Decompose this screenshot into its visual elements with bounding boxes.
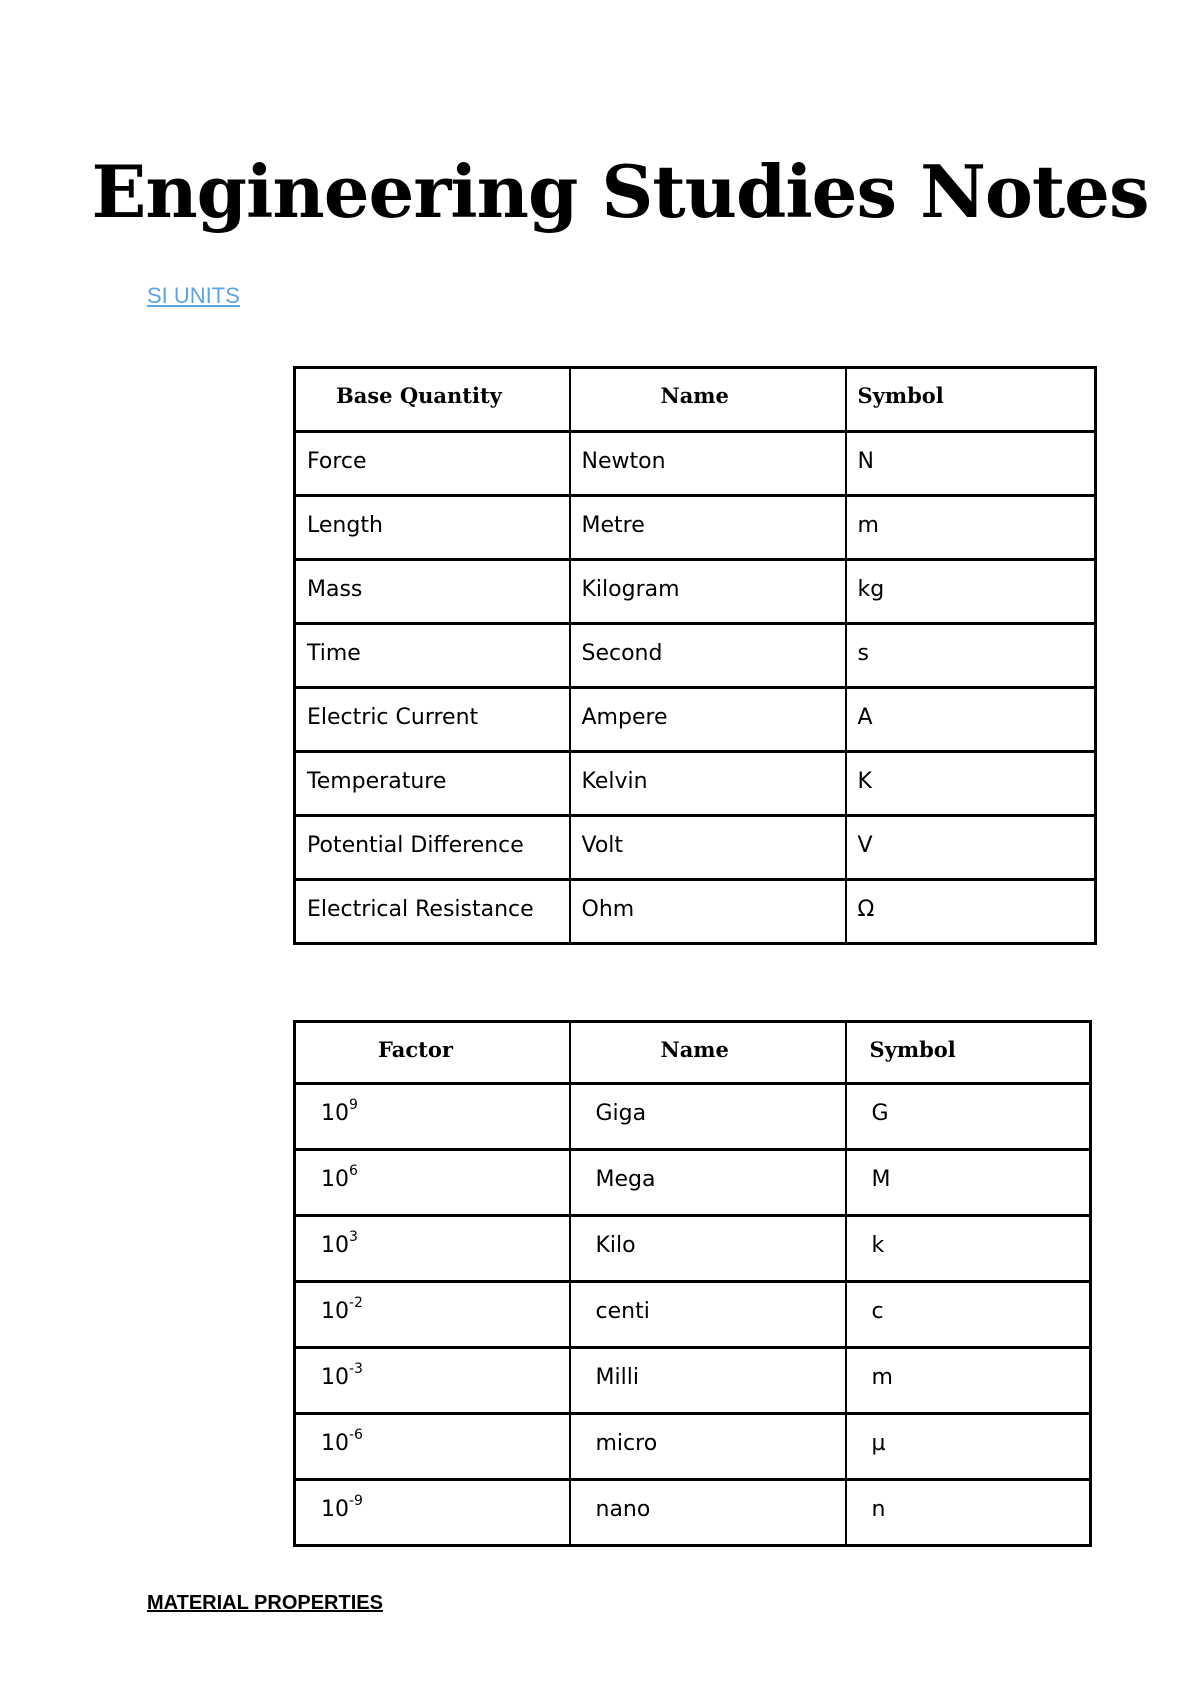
cell-symbol: m xyxy=(846,496,1096,560)
column-header-factor: Factor xyxy=(295,1022,570,1084)
cell-name: Giga xyxy=(570,1084,846,1150)
table-row xyxy=(295,624,1096,688)
table-row xyxy=(295,496,1096,560)
factor-base: 10 xyxy=(321,1167,349,1192)
cell-name: Ohm xyxy=(570,880,846,944)
factor-base: 10 xyxy=(321,1101,349,1126)
material-properties-heading: MATERIAL PROPERTIES xyxy=(147,1592,383,1614)
cell-quantity: Potential Difference xyxy=(295,816,570,880)
table-row xyxy=(295,432,1096,496)
factor-base: 10 xyxy=(321,1299,349,1324)
cell-quantity: Electric Current xyxy=(295,688,570,752)
cell-symbol: M xyxy=(846,1150,1091,1216)
cell-symbol: n xyxy=(846,1480,1091,1546)
si-units-link[interactable]: SI UNITS xyxy=(147,283,240,308)
cell-name: Ampere xyxy=(570,688,846,752)
cell-factor xyxy=(295,1282,570,1348)
table-header-row xyxy=(295,1022,1091,1084)
si-prefix-table xyxy=(293,1020,1092,1547)
cell-factor xyxy=(295,1216,570,1282)
factor-exponent: -2 xyxy=(349,1295,363,1311)
cell-factor xyxy=(295,1084,570,1150)
table-row xyxy=(295,1282,1091,1348)
factor-exponent: -9 xyxy=(349,1493,363,1509)
cell-name: centi xyxy=(570,1282,846,1348)
table-row xyxy=(295,1480,1091,1546)
cell-quantity: Force xyxy=(295,432,570,496)
cell-quantity: Length xyxy=(295,496,570,560)
factor-exponent: 9 xyxy=(349,1097,358,1113)
cell-name: Second xyxy=(570,624,846,688)
cell-factor xyxy=(295,1150,570,1216)
cell-name: nano xyxy=(570,1480,846,1546)
cell-name: Milli xyxy=(570,1348,846,1414)
cell-name: Kelvin xyxy=(570,752,846,816)
table-row xyxy=(295,752,1096,816)
table-row xyxy=(295,880,1096,944)
table-row xyxy=(295,1150,1091,1216)
cell-symbol: c xyxy=(846,1282,1091,1348)
factor-base: 10 xyxy=(321,1497,349,1522)
cell-quantity: Electrical Resistance xyxy=(295,880,570,944)
factor-exponent: 6 xyxy=(349,1163,358,1179)
table-row xyxy=(295,688,1096,752)
factor-exponent: -6 xyxy=(349,1427,363,1443)
cell-factor xyxy=(295,1480,570,1546)
cell-quantity: Time xyxy=(295,624,570,688)
factor-base: 10 xyxy=(321,1431,349,1456)
cell-quantity: Mass xyxy=(295,560,570,624)
cell-factor xyxy=(295,1414,570,1480)
page-title: Engineering Studies Notes xyxy=(91,149,1149,234)
cell-name: Newton xyxy=(570,432,846,496)
column-header-name: Name xyxy=(570,368,846,432)
cell-name: Kilogram xyxy=(570,560,846,624)
cell-symbol: N xyxy=(846,432,1096,496)
cell-symbol: m xyxy=(846,1348,1091,1414)
factor-exponent: -3 xyxy=(349,1361,363,1377)
si-units-table xyxy=(293,366,1097,945)
cell-name: Mega xyxy=(570,1150,846,1216)
cell-name: Metre xyxy=(570,496,846,560)
column-header-symbol: Symbol xyxy=(846,368,1096,432)
table-row xyxy=(295,1216,1091,1282)
cell-name: Volt xyxy=(570,816,846,880)
factor-exponent: 3 xyxy=(349,1229,358,1245)
table-row xyxy=(295,1084,1091,1150)
cell-symbol: s xyxy=(846,624,1096,688)
cell-symbol: kg xyxy=(846,560,1096,624)
table-row xyxy=(295,560,1096,624)
cell-symbol: µ xyxy=(846,1414,1091,1480)
table-row xyxy=(295,1414,1091,1480)
cell-symbol: Ω xyxy=(846,880,1096,944)
column-header-symbol: Symbol xyxy=(846,1022,1091,1084)
column-header-name: Name xyxy=(570,1022,846,1084)
cell-factor xyxy=(295,1348,570,1414)
cell-symbol: A xyxy=(846,688,1096,752)
cell-name: micro xyxy=(570,1414,846,1480)
table-header-row xyxy=(295,368,1096,432)
cell-symbol: k xyxy=(846,1216,1091,1282)
column-header-base-quantity: Base Quantity xyxy=(295,368,570,432)
cell-quantity: Temperature xyxy=(295,752,570,816)
cell-symbol: G xyxy=(846,1084,1091,1150)
table-row xyxy=(295,1348,1091,1414)
cell-symbol: V xyxy=(846,816,1096,880)
cell-name: Kilo xyxy=(570,1216,846,1282)
factor-base: 10 xyxy=(321,1365,349,1390)
table-row xyxy=(295,816,1096,880)
factor-base: 10 xyxy=(321,1233,349,1258)
cell-symbol: K xyxy=(846,752,1096,816)
